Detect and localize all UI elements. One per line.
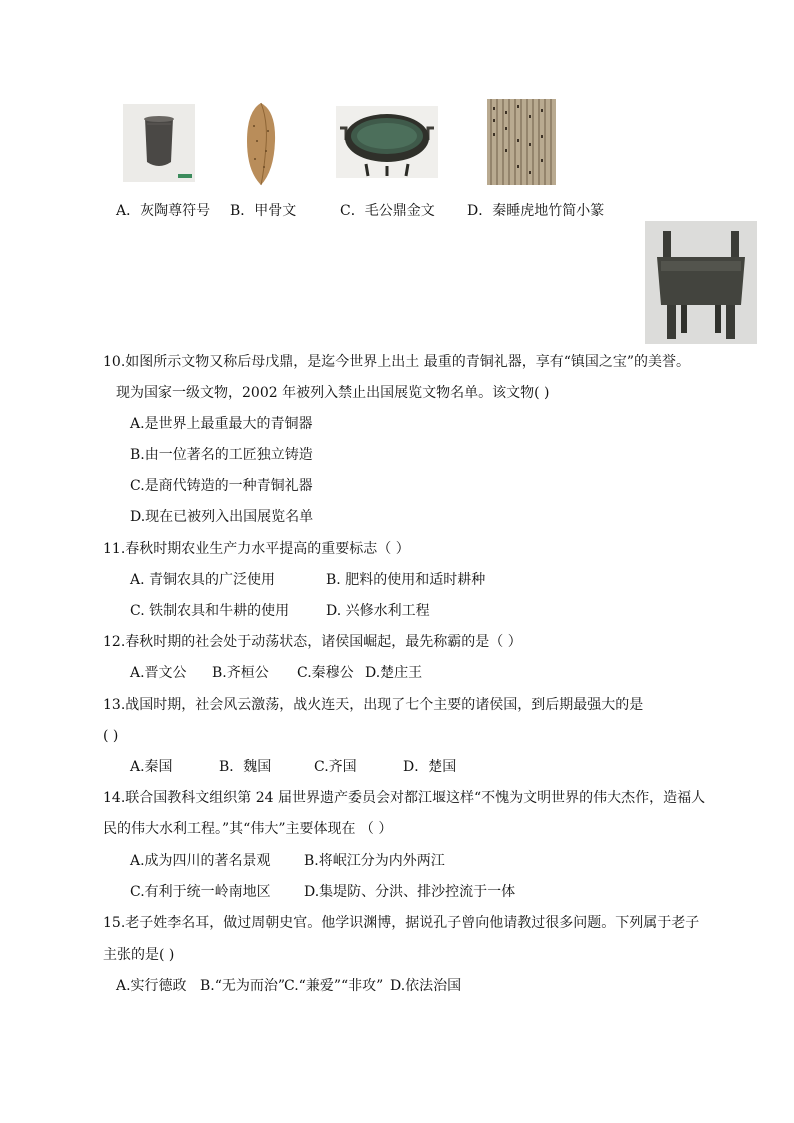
q13-option-c: C.齐国	[314, 759, 357, 775]
q12-stem: 12.春秋时期的社会处于动荡状态，诸侯国崛起，最先称霸的是（ ）	[103, 634, 522, 650]
houmuwu-ding-image	[645, 221, 757, 344]
q11-option-a: A. 青铜农具的广泛使用	[130, 572, 276, 588]
q12-option-b: B.齐桓公	[212, 665, 269, 681]
q11-option-d: D. 兴修水利工程	[326, 603, 430, 619]
caption-c: C．毛公鼎金文	[340, 203, 435, 219]
q11-stem: 11.春秋时期农业生产力水平提高的重要标志（ ）	[103, 541, 410, 557]
q11-option-b: B. 肥料的使用和适时耕种	[326, 572, 486, 588]
bamboo-slips-image	[487, 99, 556, 185]
q11-option-c: C. 铁制农具和牛耕的使用	[130, 603, 290, 619]
oracle-bone-image	[242, 101, 280, 187]
caption-b: B．甲骨文	[230, 203, 297, 219]
q13-option-b: B．魏国	[219, 759, 272, 775]
maogong-ding-image	[336, 106, 438, 178]
q12-option-c: C.秦穆公	[297, 665, 354, 681]
q15-option-d: D.依法治国	[390, 978, 462, 994]
q15-stem-line2: 主张的是( )	[103, 947, 175, 963]
q10-option-b: B.由一位著名的工匠独立铸造	[130, 447, 313, 463]
q15-option-c: C.“兼爱”“非攻”	[284, 978, 384, 994]
q10-stem-line2: 现为国家一级文物，2002 年被列入禁止出国展览文物名单。该文物( )	[116, 385, 550, 401]
q10-option-d: D.现在已被列入出国展览名单	[130, 509, 314, 525]
caption-d: D．秦睡虎地竹简小篆	[467, 203, 605, 219]
q14-option-b: B.将岷江分为内外两江	[304, 853, 445, 869]
q10-option-c: C.是商代铸造的一种青铜礼器	[130, 478, 313, 494]
q15-option-a: A.实行德政	[116, 978, 187, 994]
q12-option-d: D.楚庄王	[365, 665, 423, 681]
q14-option-c: C.有利于统一岭南地区	[130, 884, 271, 900]
q13-option-a: A.秦国	[130, 759, 173, 775]
q14-stem-line2: 民的伟大水利工程。”其“伟大”主要体现在 （ ）	[103, 821, 393, 837]
gray-pottery-zun-image	[123, 104, 195, 182]
q13-answer-paren: ( )	[103, 728, 119, 744]
q13-option-d: D．楚国	[403, 759, 457, 775]
q14-option-d: D.集堤防、分洪、排沙控流于一体	[304, 884, 516, 900]
q14-option-a: A.成为四川的著名景观	[130, 853, 271, 869]
q15-option-b: B.“无为而治”	[200, 978, 286, 994]
q12-option-a: A.晋文公	[130, 665, 187, 681]
q15-stem-line1: 15.老子姓李名耳，做过周朝史官。他学识渊博，据说孔子曾向他请教过很多问题。下列属于老子	[103, 915, 700, 931]
q13-stem: 13.战国时期，社会风云激荡，战火连天，出现了七个主要的诸侯国，到后期最强大的是	[103, 697, 644, 713]
q10-stem-line1: 10.如图所示文物又称后母戊鼎，是迄今世界上出土 最重的青铜礼器，享有“镇国之宝”的美誉。	[103, 354, 691, 370]
q14-stem-line1: 14.联合国教科文组织第 24 届世界遗产委员会对都江堰这样“不愧为文明世界的伟大杰作，造福人	[103, 790, 706, 806]
q10-option-a: A.是世界上最重最大的青铜器	[130, 416, 313, 432]
caption-a: A．灰陶尊符号	[116, 203, 211, 219]
